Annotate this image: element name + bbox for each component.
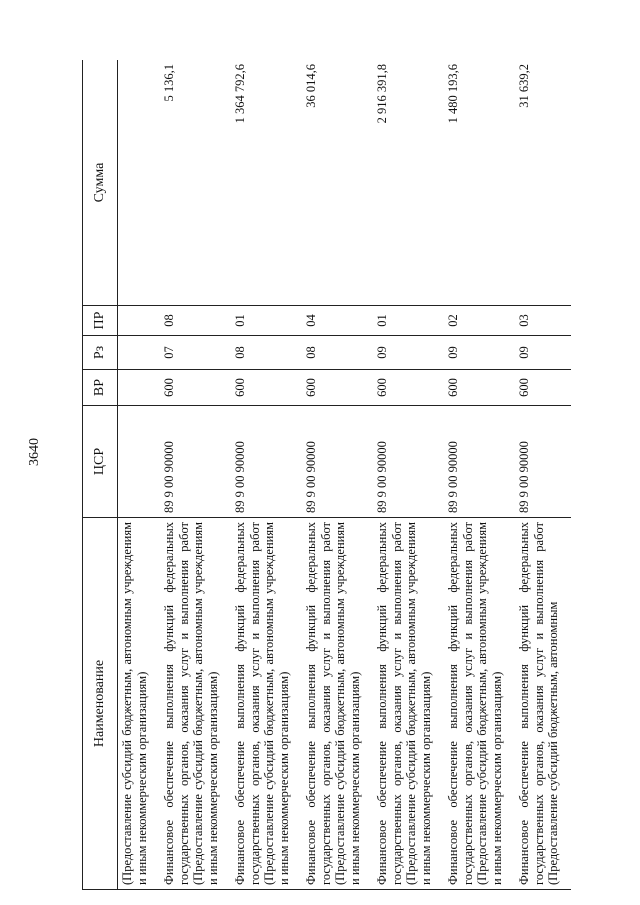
header-name: Наименование: [83, 518, 118, 890]
row-csr: 89 9 00 90000: [230, 406, 301, 518]
row-rz: 08: [301, 336, 372, 370]
row-rz: 07: [159, 336, 230, 370]
table-row: [230, 60, 301, 890]
row-pr: 01: [372, 306, 443, 336]
row-name: Финансовое обеспечение выполнения функций федеральных государственных органов, оказания услуг и выполнения работ (Предоставление субсидий бюджетным, автономным учреждениям и иным некоммерческим организациям): [372, 518, 443, 890]
table-row: [443, 60, 514, 890]
table-row: [372, 60, 443, 890]
table-region: [82, 60, 584, 890]
row-pr: 08: [159, 306, 230, 336]
row-sum: 1 364 792,6: [230, 60, 301, 306]
row-csr: 89 9 00 90000: [301, 406, 372, 518]
row-pr: 01: [230, 306, 301, 336]
row-csr: 89 9 00 90000: [443, 406, 514, 518]
row-name: Финансовое обеспечение выполнения функций федеральных государственных органов, оказания услуг и выполнения работ (Предоставление субсидий бюджетным, автономным учреждениям и иным некоммерческим организациям): [230, 518, 301, 890]
row-vr: 600: [301, 370, 372, 406]
header-vr: ВР: [83, 370, 118, 406]
row-pr: 03: [514, 306, 571, 336]
row-rz: 08: [230, 336, 301, 370]
table-row: [514, 60, 571, 890]
header-sum: Сумма: [83, 60, 118, 306]
row-csr: 89 9 00 90000: [372, 406, 443, 518]
row-vr: 600: [372, 370, 443, 406]
row-sum: 36 014,6: [301, 60, 372, 306]
row-name: Финансовое обеспечение выполнения функций федеральных государственных органов, оказания услуг и выполнения работ (Предоставление субсидий бюджетным, автономным учреждениям и иным некоммерческим организациям): [443, 518, 514, 890]
row-sum: [118, 60, 160, 306]
row-sum: 2 916 391,8: [372, 60, 443, 306]
row-rz: 09: [443, 336, 514, 370]
row-vr: 600: [230, 370, 301, 406]
header-pr: ПР: [83, 306, 118, 336]
header-csr: ЦСР: [83, 406, 118, 518]
row-pr: 02: [443, 306, 514, 336]
row-name: Финансовое обеспечение выполнения функций федеральных государственных органов, оказания услуг и выполнения работ (Предоставление субсидий бюджетным, автономным: [514, 518, 571, 890]
row-csr: 89 9 00 90000: [514, 406, 571, 518]
table-row: [159, 60, 230, 890]
table-header-row: [83, 60, 118, 890]
row-vr: [118, 370, 160, 406]
row-sum: 1 480 193,6: [443, 60, 514, 306]
row-pr: [118, 306, 160, 336]
row-sum: 5 136,1: [159, 60, 230, 306]
row-vr: 600: [514, 370, 571, 406]
row-pr: 04: [301, 306, 372, 336]
row-name: (Предоставление субсидий бюджетным, автономным учреждениям и иным некоммерческим организациям): [118, 518, 160, 890]
row-csr: [118, 406, 160, 518]
header-rz: Рз: [83, 336, 118, 370]
row-sum: 31 639,2: [514, 60, 571, 306]
table-row: [118, 60, 160, 890]
row-csr: 89 9 00 90000: [159, 406, 230, 518]
table-row: [301, 60, 372, 890]
row-vr: 600: [443, 370, 514, 406]
row-rz: 09: [372, 336, 443, 370]
row-rz: 09: [514, 336, 571, 370]
budget-table: [82, 60, 571, 890]
row-name: Финансовое обеспечение выполнения функций федеральных государственных органов, оказания услуг и выполнения работ (Предоставление субсидий бюджетным, автономным учреждениям и иным некоммерческим организациям): [159, 518, 230, 890]
page-number: 3640: [27, 438, 42, 466]
row-name: Финансовое обеспечение выполнения функций федеральных государственных органов, оказания услуг и выполнения работ (Предоставление субсидий бюджетным, автономным учреждениям и иным некоммерческим организациям): [301, 518, 372, 890]
rotated-table-container: [82, 60, 584, 890]
row-vr: 600: [159, 370, 230, 406]
row-rz: [118, 336, 160, 370]
